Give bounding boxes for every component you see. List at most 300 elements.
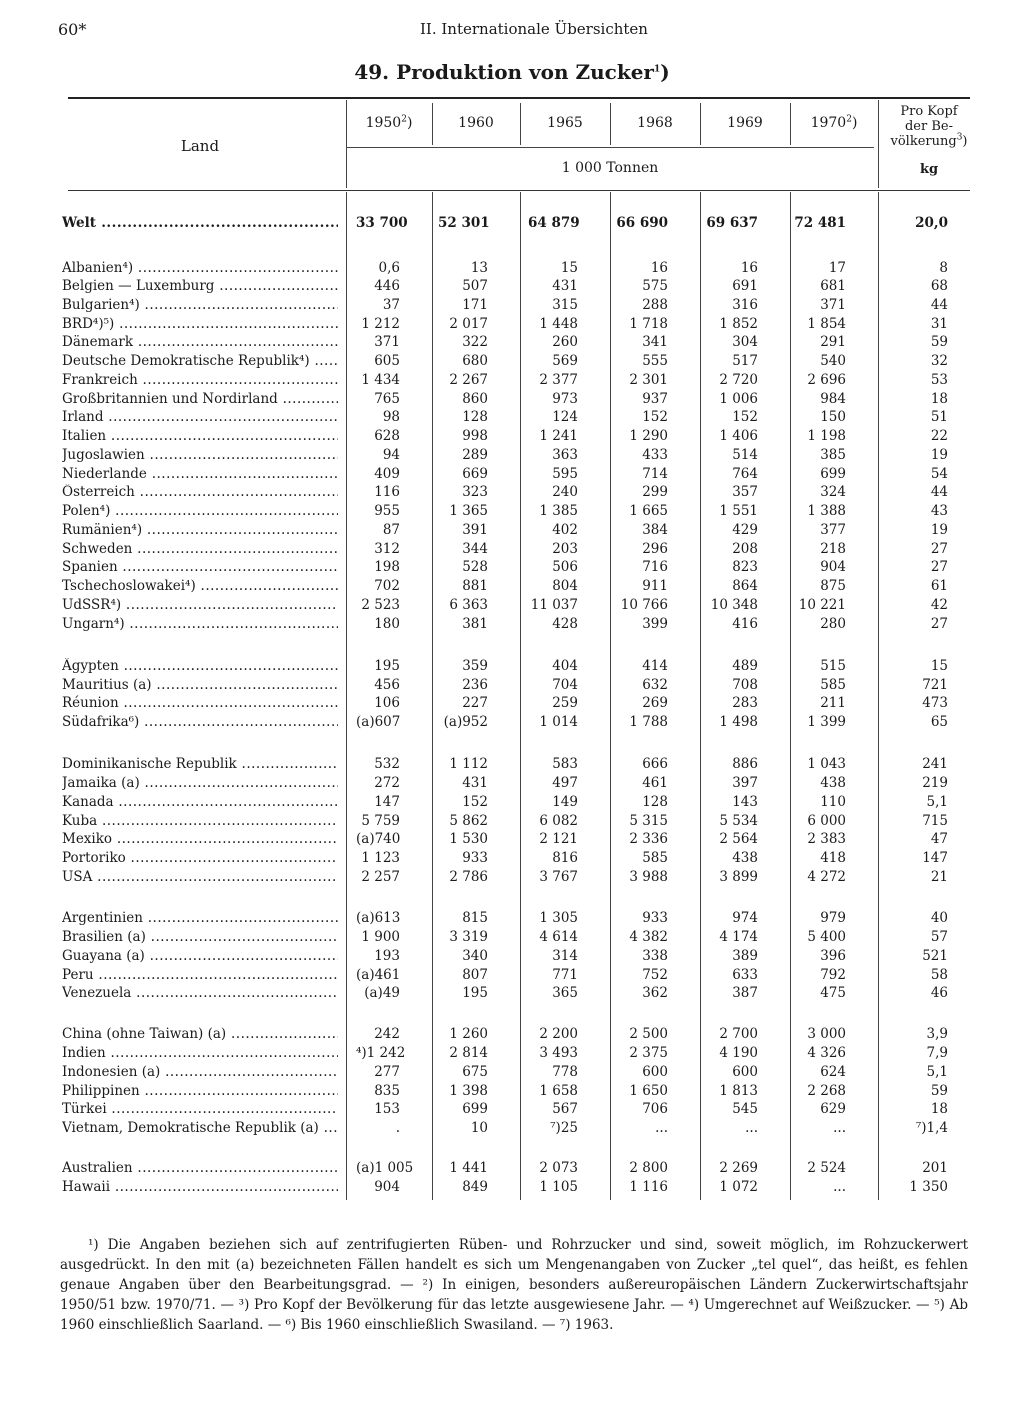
cell-value: 240 — [552, 484, 578, 500]
cell-value: 669 — [462, 466, 488, 482]
cell-value: 675 — [462, 1064, 488, 1080]
cell-value: 4 190 — [719, 1045, 758, 1061]
cell-value: 1 658 — [539, 1083, 578, 1099]
cell-value: 600 — [642, 1064, 668, 1080]
cell-value: 1 399 — [807, 714, 846, 730]
cell-value: 362 — [642, 985, 668, 1001]
row-land: USA ..... — [62, 869, 338, 885]
cell-value: 904 — [820, 559, 846, 575]
row-land: Kuba ..... — [62, 813, 338, 829]
cell-value: 323 — [462, 484, 488, 500]
cell-value: 377 — [820, 522, 846, 538]
cell-value: 974 — [732, 910, 758, 926]
cell-value: 227 — [462, 695, 488, 711]
cell-value: 277 — [374, 1064, 400, 1080]
table-row — [60, 1179, 970, 1197]
cell-value: 849 — [462, 1179, 488, 1195]
header-year-1969 — [700, 115, 790, 131]
cell-value: 431 — [552, 278, 578, 294]
cell-pro-kopf: 32 — [930, 353, 948, 369]
table-row — [60, 372, 970, 390]
cell-value: 1 123 — [361, 850, 400, 866]
cell-value: 211 — [820, 695, 846, 711]
cell-value: 1 014 — [539, 714, 578, 730]
title-suffix: ) — [660, 60, 670, 84]
row-land: Südafrika⁶) ..... — [62, 714, 338, 730]
cell-value: 149 — [552, 794, 578, 810]
cell-value: 1 498 — [719, 714, 758, 730]
cell-value: 33 700 — [356, 215, 408, 231]
row-land: Peru ..... — [62, 967, 338, 983]
header-year-1960 — [432, 115, 520, 131]
table-row — [60, 967, 970, 985]
cell-pro-kopf: 3,9 — [926, 1026, 948, 1042]
cell-value: 875 — [820, 578, 846, 594]
cell-pro-kopf: 68 — [930, 278, 948, 294]
cell-value: 4 614 — [539, 929, 578, 945]
year-label: 1969 — [727, 115, 763, 131]
year-label: 1965 — [547, 115, 583, 131]
cell-value: 708 — [732, 677, 758, 693]
cell-value: 600 — [732, 1064, 758, 1080]
cell-value: 363 — [552, 447, 578, 463]
cell-value: 1 441 — [449, 1160, 488, 1176]
cell-pro-kopf: 5,1 — [926, 794, 948, 810]
pro-kopf-line: der Be- — [904, 119, 953, 134]
cell-value: 128 — [642, 794, 668, 810]
cell-value: 497 — [552, 775, 578, 791]
cell-value: 171 — [462, 297, 488, 313]
cell-value: 438 — [820, 775, 846, 791]
cell-value: 632 — [642, 677, 668, 693]
cell-pro-kopf: 59 — [930, 1083, 948, 1099]
cell-value: 4 272 — [807, 869, 846, 885]
cell-value: 2 523 — [361, 597, 400, 613]
cell-value: 3 767 — [539, 869, 578, 885]
cell-value: 389 — [732, 948, 758, 964]
cell-value: 128 — [462, 409, 488, 425]
header-top-rule — [68, 97, 970, 99]
cell-value: 387 — [732, 985, 758, 1001]
cell-value: 456 — [374, 677, 400, 693]
row-land: Großbritannien und Nordirland ..... — [62, 391, 338, 407]
cell-value: (a)740 — [356, 831, 401, 847]
cell-value: 933 — [462, 850, 488, 866]
cell-value: 397 — [732, 775, 758, 791]
footnotes — [60, 1235, 968, 1335]
cell-value: 886 — [732, 756, 758, 772]
cell-value: 764 — [732, 466, 758, 482]
cell-value: 391 — [462, 522, 488, 538]
table-row — [60, 353, 970, 371]
year-footnote-mark: 2 — [846, 114, 852, 125]
cell-value: 691 — [732, 278, 758, 294]
cell-value: 1 198 — [807, 428, 846, 444]
cell-value: 555 — [642, 353, 668, 369]
cell-value: 106 — [374, 695, 400, 711]
cell-value: 2 500 — [629, 1026, 668, 1042]
cell-value: 955 — [374, 503, 400, 519]
cell-value: 778 — [552, 1064, 578, 1080]
cell-value: 1 241 — [539, 428, 578, 444]
cell-value: 575 — [642, 278, 668, 294]
cell-value: 37 — [382, 297, 400, 313]
cell-value: 198 — [374, 559, 400, 575]
cell-value: 5 862 — [449, 813, 488, 829]
cell-value: 2 564 — [719, 831, 758, 847]
table-row — [60, 316, 970, 334]
table-row — [60, 215, 970, 233]
cell-value: 792 — [820, 967, 846, 983]
cell-value: 16 — [650, 260, 668, 276]
cell-pro-kopf: 53 — [930, 372, 948, 388]
cell-value: 385 — [820, 447, 846, 463]
cell-value: 283 — [732, 695, 758, 711]
cell-pro-kopf: ⁷)1,4 — [915, 1120, 948, 1136]
cell-value: 2 268 — [807, 1083, 846, 1099]
cell-pro-kopf: 473 — [922, 695, 948, 711]
cell-value: 429 — [732, 522, 758, 538]
header-year-1968 — [610, 115, 700, 131]
cell-value: 699 — [462, 1101, 488, 1117]
cell-value: 288 — [642, 297, 668, 313]
header-kg: kg — [919, 162, 939, 177]
cell-value: 1 852 — [719, 316, 758, 332]
cell-value: 2 073 — [539, 1160, 578, 1176]
cell-value: 771 — [552, 967, 578, 983]
cell-value: 399 — [642, 616, 668, 632]
table-row — [60, 831, 970, 849]
cell-value: 807 — [462, 967, 488, 983]
cell-value: 6 000 — [807, 813, 846, 829]
year-suffix: ) — [851, 115, 858, 131]
cell-value: 291 — [820, 334, 846, 350]
cell-value: 2 375 — [629, 1045, 668, 1061]
row-land: Bulgarien⁴) ..... — [62, 297, 338, 313]
cell-value: 1 385 — [539, 503, 578, 519]
cell-value: 365 — [552, 985, 578, 1001]
cell-value: 314 — [552, 948, 578, 964]
row-land: Indien ..... — [62, 1045, 338, 1061]
cell-value: 11 037 — [530, 597, 578, 613]
table-row — [60, 616, 970, 634]
cell-pro-kopf: 219 — [922, 775, 948, 791]
table-row — [60, 1045, 970, 1063]
row-land: Dänemark ..... — [62, 334, 338, 350]
cell-pro-kopf: 31 — [930, 316, 948, 332]
table-row — [60, 466, 970, 484]
cell-value: 1 072 — [719, 1179, 758, 1195]
cell-value: 2 800 — [629, 1160, 668, 1176]
cell-pro-kopf: 44 — [930, 484, 948, 500]
cell-value: 340 — [462, 948, 488, 964]
cell-value: 1 260 — [449, 1026, 488, 1042]
cell-value: 1 398 — [449, 1083, 488, 1099]
cell-value: 2 301 — [629, 372, 668, 388]
cell-pro-kopf: 21 — [930, 869, 948, 885]
cell-value: 242 — [374, 1026, 400, 1042]
cell-value: 1 530 — [449, 831, 488, 847]
row-land: Réunion ..... — [62, 695, 338, 711]
cell-pro-kopf: 27 — [930, 616, 948, 632]
cell-value: 545 — [732, 1101, 758, 1117]
cell-value: 0,6 — [378, 260, 400, 276]
table-row — [60, 948, 970, 966]
cell-value: 260 — [552, 334, 578, 350]
row-land: Polen⁴) ..... — [62, 503, 338, 519]
row-land: Guayana (a) ..... — [62, 948, 338, 964]
cell-pro-kopf: 18 — [930, 1101, 948, 1117]
cell-value: 752 — [642, 967, 668, 983]
year-label: 1960 — [458, 115, 494, 131]
cell-pro-kopf: 43 — [930, 503, 948, 519]
cell-value: 461 — [642, 775, 668, 791]
cell-value: 344 — [462, 541, 488, 557]
row-land: UdSSR⁴) ..... — [62, 597, 338, 613]
cell-value: 507 — [462, 278, 488, 294]
cell-value: 5 400 — [807, 929, 846, 945]
cell-pro-kopf: 15 — [930, 658, 948, 674]
row-land: Spanien ..... — [62, 559, 338, 575]
header-bottom-rule — [68, 190, 970, 191]
cell-value: 269 — [642, 695, 668, 711]
cell-value: 371 — [374, 334, 400, 350]
table-row — [60, 869, 970, 887]
cell-pro-kopf: 22 — [930, 428, 948, 444]
cell-value: ⁴)1 242 — [356, 1045, 406, 1061]
table-row — [60, 695, 970, 713]
pro-kopf-line: Pro Kopf — [900, 104, 958, 119]
title-text: 49. Produktion von Zucker — [354, 60, 654, 84]
cell-value: 2 269 — [719, 1160, 758, 1176]
cell-value: 933 — [642, 910, 668, 926]
row-land: Irland ..... — [62, 409, 338, 425]
cell-value: 357 — [732, 484, 758, 500]
cell-value: 681 — [820, 278, 846, 294]
cell-value: 236 — [462, 677, 488, 693]
cell-value: 446 — [374, 278, 400, 294]
cell-value: 312 — [374, 541, 400, 557]
cell-value: 2 336 — [629, 831, 668, 847]
row-land: Welt ..... — [62, 215, 338, 231]
cell-value: 341 — [642, 334, 668, 350]
cell-pro-kopf: 65 — [930, 714, 948, 730]
row-land: Türkei ..... — [62, 1101, 338, 1117]
cell-value: 4 326 — [807, 1045, 846, 1061]
cell-pro-kopf: 147 — [922, 850, 948, 866]
cell-value: 3 000 — [807, 1026, 846, 1042]
cell-value: 259 — [552, 695, 578, 711]
cell-value: (a)1 005 — [356, 1160, 414, 1176]
row-land: Dominikanische Republik ..... — [62, 756, 338, 772]
cell-pro-kopf: 47 — [930, 831, 948, 847]
table-row — [60, 391, 970, 409]
cell-pro-kopf: 59 — [930, 334, 948, 350]
cell-value: 2 377 — [539, 372, 578, 388]
cell-value: 218 — [820, 541, 846, 557]
cell-value: 706 — [642, 1101, 668, 1117]
row-land: Italien ..... — [62, 428, 338, 444]
cell-value: 937 — [642, 391, 668, 407]
pro-kopf-suffix: ) — [962, 134, 968, 149]
cell-value: (a)952 — [443, 714, 488, 730]
cell-value: 6 082 — [539, 813, 578, 829]
cell-value: 2 200 — [539, 1026, 578, 1042]
cell-value: 10 766 — [620, 597, 668, 613]
cell-value: 3 493 — [539, 1045, 578, 1061]
cell-value: 5 759 — [361, 813, 400, 829]
cell-value: 5 315 — [629, 813, 668, 829]
cell-value: 973 — [552, 391, 578, 407]
cell-value: 296 — [642, 541, 668, 557]
row-land: Tschechoslowakei⁴) ..... — [62, 578, 338, 594]
cell-value: 359 — [462, 658, 488, 674]
cell-value: 1 112 — [449, 756, 488, 772]
table-row — [60, 794, 970, 812]
cell-value: 765 — [374, 391, 400, 407]
cell-value: 10 — [470, 1120, 488, 1136]
table-row — [60, 1101, 970, 1119]
cell-value: 208 — [732, 541, 758, 557]
cell-value: 315 — [552, 297, 578, 313]
cell-value: 2 700 — [719, 1026, 758, 1042]
cell-value: 409 — [374, 466, 400, 482]
cell-value: 1 854 — [807, 316, 846, 332]
row-land: Argentinien ..... — [62, 910, 338, 926]
cell-value: 3 988 — [629, 869, 668, 885]
cell-value: 280 — [820, 616, 846, 632]
cell-value: 180 — [374, 616, 400, 632]
cell-value: 1 105 — [539, 1179, 578, 1195]
cell-value: 702 — [374, 578, 400, 594]
cell-value: 860 — [462, 391, 488, 407]
cell-value: 489 — [732, 658, 758, 674]
cell-value: 52 301 — [438, 215, 490, 231]
cell-value: 628 — [374, 428, 400, 444]
cell-value: 595 — [552, 466, 578, 482]
row-land: China (ohne Taiwan) (a) ..... — [62, 1026, 338, 1042]
row-land: Venezuela ..... — [62, 985, 338, 1001]
cell-value: 152 — [462, 794, 488, 810]
cell-value: 272 — [374, 775, 400, 791]
table-row — [60, 677, 970, 695]
row-land: Albanien⁴) ..... — [62, 260, 338, 276]
table-row — [60, 1160, 970, 1178]
header-pro-kopf — [878, 104, 980, 149]
table-title — [0, 60, 1024, 84]
table-row — [60, 1026, 970, 1044]
table-row — [60, 714, 970, 732]
cell-value: 6 363 — [449, 597, 488, 613]
cell-value: 583 — [552, 756, 578, 772]
table-row — [60, 658, 970, 676]
cell-value: 98 — [382, 409, 400, 425]
cell-value: 911 — [642, 578, 668, 594]
table-row — [60, 756, 970, 774]
cell-value: 10 221 — [798, 597, 846, 613]
row-land: Kanada ..... — [62, 794, 338, 810]
cell-value: 569 — [552, 353, 578, 369]
cell-value: 2 017 — [449, 316, 488, 332]
table-row — [60, 559, 970, 577]
cell-value: 517 — [732, 353, 758, 369]
cell-value: 2 720 — [719, 372, 758, 388]
row-land: BRD⁴)⁵) ..... — [62, 316, 338, 332]
row-land: Rumänien⁴) ..... — [62, 522, 338, 538]
table-row — [60, 278, 970, 296]
cell-value: 2 267 — [449, 372, 488, 388]
cell-value: 2 524 — [807, 1160, 846, 1176]
cell-value: 87 — [382, 522, 400, 538]
cell-value: 381 — [462, 616, 488, 632]
row-land: Österreich ..... — [62, 484, 338, 500]
cell-value: 998 — [462, 428, 488, 444]
pro-kopf-footnote-mark: 3 — [956, 132, 963, 143]
table-row — [60, 428, 970, 446]
row-land: Philippinen ..... — [62, 1083, 338, 1099]
pro-kopf-text: völkerung — [890, 134, 957, 149]
year-label: 1968 — [637, 115, 673, 131]
table-row — [60, 1083, 970, 1101]
cell-value: 193 — [374, 948, 400, 964]
cell-value: 338 — [642, 948, 668, 964]
row-land: Vietnam, Demokratische Republik (a) ..... — [62, 1120, 338, 1136]
row-land: Portoriko ..... — [62, 850, 338, 866]
cell-pro-kopf: 57 — [930, 929, 948, 945]
cell-value: 152 — [732, 409, 758, 425]
cell-value: 5 534 — [719, 813, 758, 829]
cell-value: 633 — [732, 967, 758, 983]
row-land: Mauritius (a) ..... — [62, 677, 338, 693]
cell-value: 94 — [382, 447, 400, 463]
cell-value: 716 — [642, 559, 668, 575]
title-footnote-mark: 1 — [653, 64, 661, 75]
cell-pro-kopf: 27 — [930, 541, 948, 557]
cell-value: 2 814 — [449, 1045, 488, 1061]
running-head: II. Internationale Übersichten — [420, 20, 648, 38]
row-land: Jugoslawien ..... — [62, 447, 338, 463]
table-row — [60, 578, 970, 596]
cell-value: 416 — [732, 616, 758, 632]
cell-value: 402 — [552, 522, 578, 538]
table-row — [60, 297, 970, 315]
cell-value: 979 — [820, 910, 846, 926]
cell-value: 2 257 — [361, 869, 400, 885]
cell-value: 515 — [820, 658, 846, 674]
cell-value: 816 — [552, 850, 578, 866]
cell-value: (a)613 — [356, 910, 401, 926]
header-year-1950 — [346, 115, 432, 131]
cell-pro-kopf: 44 — [930, 297, 948, 313]
cell-value: 540 — [820, 353, 846, 369]
cell-value: 881 — [462, 578, 488, 594]
cell-value: 699 — [820, 466, 846, 482]
year-label: 1950 — [365, 115, 402, 131]
cell-value: 414 — [642, 658, 668, 674]
cell-pro-kopf: 7,9 — [926, 1045, 948, 1061]
row-land: Ungarn⁴) ..... — [62, 616, 338, 632]
cell-value: 904 — [374, 1179, 400, 1195]
row-land: Deutsche Demokratische Republik⁴) ..... — [62, 353, 338, 369]
cell-value: 4 382 — [629, 929, 668, 945]
cell-value: 69 637 — [706, 215, 758, 231]
cell-value: 404 — [552, 658, 578, 674]
cell-value: 1 788 — [629, 714, 668, 730]
cell-value: 15 — [560, 260, 578, 276]
cell-value: 384 — [642, 522, 668, 538]
cell-value: 1 551 — [719, 503, 758, 519]
cell-pro-kopf: 61 — [930, 578, 948, 594]
